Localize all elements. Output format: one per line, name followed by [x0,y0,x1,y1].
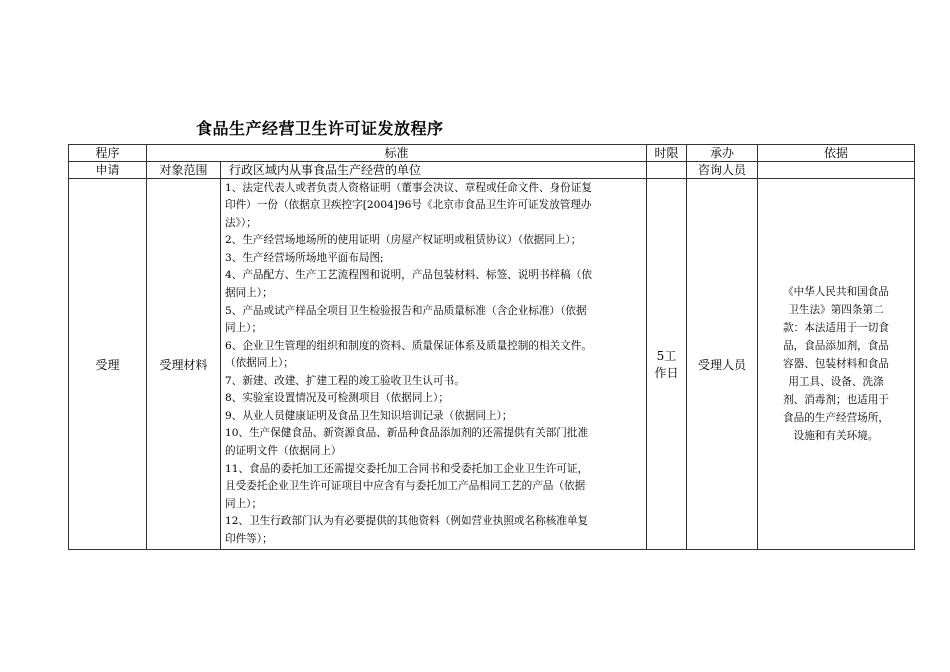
table-row [69,162,915,179]
table-row [69,179,915,550]
standard-line: 同上）； [225,497,263,510]
apply-basis [758,162,915,179]
standard-line: 印件）一份（依据京卫疾控字[2004]96号《北京市食品卫生许可证发放管理办 [225,199,592,212]
header-basis: 依据 [758,145,915,162]
standard-line: 的证明文件（依据同上） [225,444,342,457]
basis-line: 剂、消毒剂；也适用于 [783,394,889,406]
page-title: 食品生产经营卫生许可证发放程序 [196,119,444,138]
standard-line: 12、卫生行政部门认为有必要提供的其他资料（例如营业执照或名称核准单复 [225,515,589,528]
standard-line: 法》）； [225,216,257,229]
standard-line: 8、实验室设置情况及可检测项目（依据同上）； [225,392,449,405]
standard-line: 9、从业人员健康证明及食品卫生知识培训记录（依据同上）； [225,409,513,422]
standard-line: 且受委托企业卫生许可证项目中应含有与委托加工产品相同工艺的产品（依据 [225,480,586,493]
accept-handler: 受理人员 [687,179,758,550]
accept-category: 受理材料 [147,179,221,550]
standard-line: 11、食品的委托加工还需提交委托加工合同书和受委托加工企业卫生许可证， [225,462,589,475]
standard-line: 7、新建、改建、扩建工程的竣工验收卫生认可书。 [225,374,465,387]
basis-line: 《中华人民共和国食品 [783,286,889,298]
apply-handler: 咨询人员 [687,162,758,179]
time-limit-line: 作日 [654,366,679,380]
basis-line: 容器、包装材料和食品 [783,358,889,370]
header-procedure: 程序 [69,145,147,162]
step-accept: 受理 [69,179,147,550]
basis-line: 用工具、设备、洗涤 [788,376,884,388]
basis-line: 食品的生产经营场所， [783,412,889,424]
header-standard: 标准 [147,145,647,162]
standard-line: 3、生产经营场所场地平面布局图; [225,251,384,264]
standard-line: 同上）； [225,322,263,335]
procedure-table [68,144,915,550]
scope-label: 对象范围 [147,162,221,179]
scope-value: 行政区域内从事食品生产经营的单位 [221,162,647,179]
accept-standard-list [221,179,647,550]
standard-line: 10、生产保健食品、新资源食品、新品种食品添加剂的还需提供有关部门批准 [225,427,589,440]
standard-line: （依据同上）； [225,357,294,370]
accept-time-limit [647,179,687,550]
apply-time-limit [647,162,687,179]
step-apply: 申请 [69,162,147,179]
standard-line: 据同上）； [225,287,273,300]
basis-line: 品，食品添加剂，食品 [783,340,889,352]
standard-line: 印件等）； [225,532,273,545]
standard-line: 4、产品配方、生产工艺流程图和说明，产品包装材料、标签、说明书样稿（依 [225,269,592,282]
basis-line: 卫生法》第四条第二 [788,304,884,316]
accept-basis [758,179,915,550]
standard-line: 2、生产经营场地场所的使用证明（房屋产权证明或租赁协议）（依据同上）； [225,234,582,247]
standard-line: 6、企业卫生管理的组织和制度的资料、质量保证体系及质量控制的相关文件。 [225,339,592,352]
table-header-row [69,145,915,162]
header-time-limit: 时限 [647,145,687,162]
header-handler: 承办 [687,145,758,162]
standard-line: 5、产品或试产样品全项目卫生检验报告和产品质量标准（含企业标准）（依据 [225,304,587,317]
basis-line: 款：本法适用于一切食 [783,322,889,334]
time-limit-line: 5工 [656,349,677,363]
standard-line: 1、法定代表人或者负责人资格证明（董事会决议、章程或任命文件、身份证复 [225,181,592,194]
basis-line: 设施和有关环境。 [793,430,879,442]
